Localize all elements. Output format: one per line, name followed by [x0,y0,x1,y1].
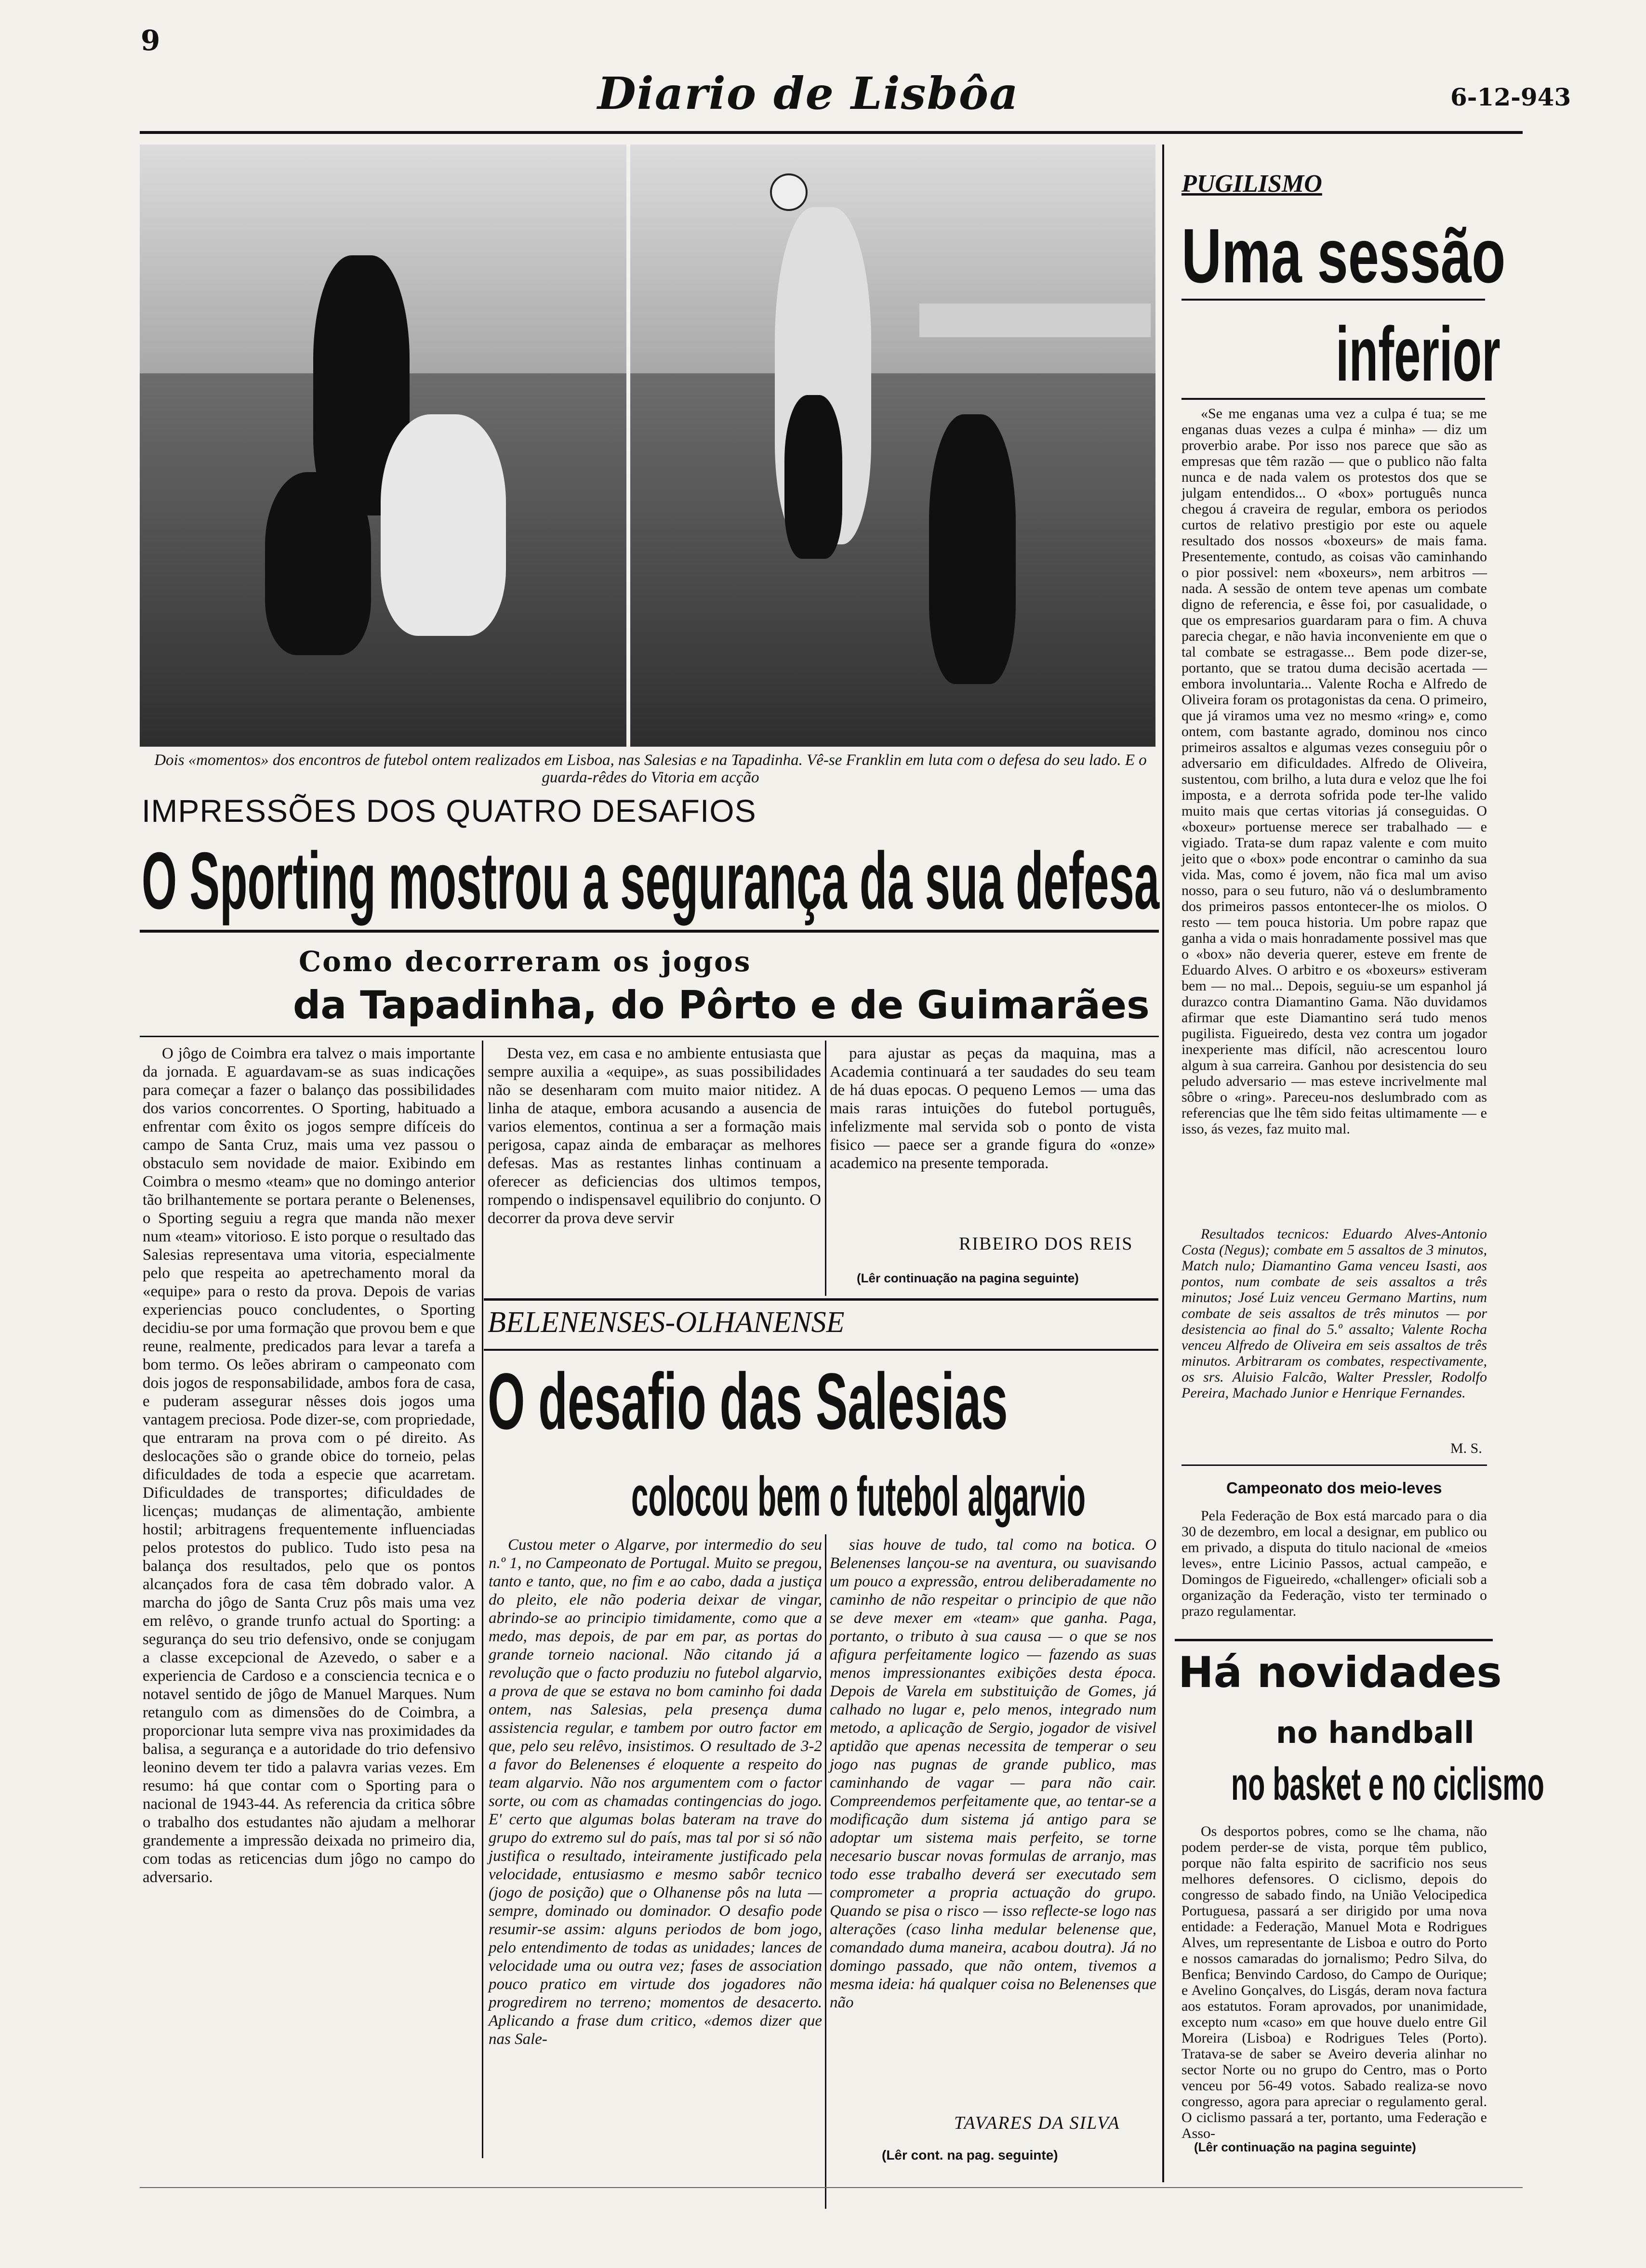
main-article-col2: Desta vez, em casa e no ambiente entusiasta que sempre auxilia a «equipe», as suas possibilidades não se desenharam com muito maior nitidez. A linha de ataque, embora acusando a ausencia de varios elementos, continua a ser a formação mais perigosa, capaz ainda de embaraçar as melhores defesas. Mas as restantes linhas continuam a oferecer as deficiencias dos ultimos tempos, rompendo o indispensavel equilibrio do conjunto. O decorrer da prova deve servir [488,1045,821,1227]
player-silhouette [784,395,842,559]
player-silhouette [929,414,1016,684]
headline-rule [140,930,1159,933]
main-continued: (Lêr continuação na pagina seguinte) [857,1271,1079,1285]
main-subhead-1: Como decorreram os jogos [299,945,752,978]
belenenses-col1: Custou meter o Algarve, por intermedio do seu n.º 1, no Campeonato de Portugal. Muito se pregou, tanto e tanto, que, no fim e ao cabo, dada a justiça do pleito, ele não poderia deixar de vingar, abrindo-se ao principio timidamente, como que a medo, mas depois, de par em par, as portas do grande torneio nacional. Não citando já a revolução que o facto produziu no futebol algarvio, a prova de que se estava no bom caminho foi dada ontem, nas Salesias, pela presença duma assistencia regular, e tambem por outro factor em que, pelo seu relêvo, insistimos. O resultado de 3-2 a favor do Belenenses é eloquente a respeito do team algarvio. Não nos argumentem com o factor sorte, ou com as chamadas contingencias do jogo. E' certo que algumas bolas bateram na trave do grupo do extremo sul do país, mas tal por si só não justifica o resultado, inteiramente justificado pela velocidade, entusiasmo e mesmo sabôr tecnico (jogo de posição) que o Olhanense pôs na luta — sempre, dominado ou dominador. O desafio pode resumir-se assim: alguns periodos de bom jogo, pelo entendimento de todas as unidades; lances de velocidade uma ou outra vez; fases de association pouco pratico em virtude dos jogadores não progredirem no terreno; momentos de desacerto. Aplicando a frase dum critico, «demos dizer que nas Sale- [489,1536,822,2048]
main-byline: RIBEIRO DOS REIS [959,1234,1133,1254]
main-kicker: IMPRESSÕES DOS QUATRO DESAFIOS [142,793,757,829]
novidades-headline: Há novidades [1178,1648,1502,1697]
campeonato-headline: Campeonato dos meio-leves [1226,1479,1442,1497]
main-headline: O Sporting mostrou a segurança da sua defesa [142,835,1160,926]
belenenses-kicker: BELENENSES-OLHANENSE [488,1306,845,1339]
photo-caption: Dois «momentos» dos encontros de futebol ontem realizados em Lisboa, nas Salesias e na Tapadinha. Vê-se Franklin em luta com o defesa do seu lado. E o guarda-rêdes do Vitoria em acção [154,752,1147,786]
belenenses-col2: sias houve de tudo, tal como na botica. O Belenenses lançou-se na aventura, ou suavisando um pouco a expressão, entrou deliberadamente no caminho de não respeitar o principio de que não se deve mexer em «team» que ganha. Paga, portanto, o tributo à sua causa — o que se nos afigura perfeitamente logico — fazendo as suas menos impressionantes exibições desta época. Depois de Varela em substituição de Gomes, já calhado no lugar e, pelo menos, integrado num metodo, a aplicação de Sergio, jogador de visivel aptidão que apenas necessita de temperar o seu jogo nas pugnas de grande publico, mas caminhando de vagar — para não cair. Compreendemos perfeitamente que, ao tentar-se a modificação dum sistema já antigo para se adoptar um sistema mais perfeito, se torne necesario buscar novas formulas de arranjo, mas todo esse trabalho deverá ser executado sem comprometer a propria actuação do grupo. Quando se pisa o risco — isso reflecte-se logo nas alterações (caso linha medular belenense que, comandado duma maneira, acabou doutra). Já no domingo passado, que não ontem, tivemos a mesma ideia: há qualquer coisa no Belenenses que não [830,1536,1156,2011]
photo-tapadinha [630,145,1155,747]
bottom-rule [140,2187,1523,2188]
pugilismo-signoff: M. S. [1450,1440,1482,1456]
pugilismo-body: «Se me enganas uma vez a culpa é tua; se me enganas duas vezes a culpa é minha» — diz um proverbio arabe. Por isso nos parece que são as empresas que têm razão — que o publico não falta nunca e de nada valem os protestos dos que se julgam entendidos... O «box» português nunca chegou á craveira de regular, embora os periodos curtos de relativo prestigio por este ou aquele resultado dos nossos «boxeurs» de mais fama. Presentemente, contudo, as coisas vão caminhando o pior possivel: nem «boxeurs», nem arbitros — nada. A sessão de ontem teve apenas um combate digno de referencia, e êsse foi, por casualidade, o que os empresarios guardaram para o fim. A chuva parecia chegar, e não havia inconveniente em que o tal combate se estragasse... Bem pode dizer-se, portanto, que se tratou duma decisão acertada — embora involuntaria... Valente Rocha e Alfredo de Oliveira foram os protagonistas da cena. O primeiro, que já viramos uma vez no mesmo «ring» e, como ontem, com bastante agrado, dominou nos cinco primeiros assaltos e algumas vezes conseguiu pôr o adversario em dificuldades. Alfredo de Oliveira, sustentou, com brilho, a luta dura e veloz que lhe foi imposta, e a derrota sofrida pode ter-lhe valido muito mais que certas vitorias já conseguidas. O «boxeur» portuense merece ser trabalhado — e vigiado. Trata-se dum rapaz valente e com muito jeito que o «box» pode encontrar o caminho da sua vida. Mas, como é jovem, não fica mal um aviso nosso, para o seu futuro, não vá o deslumbramento dos primeiros passos entontecer-lhe os miolos. O resto — tem pouca historia. Um pobre rapaz que ganha a vida o mais honradamente possivel mas que o «box» não deveria querer, esteve em frente de Eduardo Alves. O arbitro e os «boxeurs» estiveram bem — no mal... Depois, seguiu-se um espanhol já durazco contra Diamantino Gama. Não duvidamos afirmar que este Diamantino será tudo menos pugilista. Figueiredo, desta vez contra um jogador inexperiente mas difícil, não acrescentou louro algum à sua carreira. Ganhou por desistencia do seu peludo adversario — mas esteve incrivelmente mal sôbre o «ring». Pareceu-nos deslumbrado com as referencias que lhe têm sido feitas ultimamente — e isso, ás vezes, faz muito mal. [1181,406,1487,1137]
player-silhouette [381,414,506,636]
belenenses-byline: TAVARES DA SILVA [954,2113,1120,2133]
pugilismo-headline-1: Uma sessão [1181,212,1506,299]
main-article-col3: para ajustar as peças da maquina, mas a Academia continuará a ter saudades do seu team de há duas epocas. O pequeno Lemos — uma das mais raras intuições do futebol português, infelizmente mal servida sob o ponto de vista fisico — paece ser a grande figura do «onze» academico na presente temporada. [830,1045,1155,1172]
player-silhouette [265,472,371,655]
pugilismo-section: PUGILISMO [1181,170,1322,198]
novidades-continued: (Lêr continuação na pagina seguinte) [1194,2140,1416,2154]
novidades-subhead-2: no basket e no ciclismo [1231,1758,1544,1810]
belenenses-subhead: colocou bem o futebol algarvio [631,1465,1086,1528]
pugilismo-results: Resultados tecnicos: Eduardo Alves-Antonio Costa (Negus); combate em 5 assaltos de 3 minutos, Match nulo; Diamantino Gama venceu Isasti, aos pontos, num combate de seis assaltos a três minutos; José Luiz venceu Germano Martins, num combate de seis assaltos de três minutos — por desistencia ao final do 5.º assalto; Valente Rocha venceu Alfredo de Oliveira em seis assaltos de três minutos. Arbitraram os combates, respectivamente, os srs. Aluisio Falcão, Walter Pressler, Rodolfo Pereira, Machado Junior e Henrique Fernandes. [1181,1226,1487,1401]
photo-salesias [140,145,626,747]
issue-date: 6-12-943 [1450,83,1571,111]
page-number: 9 [141,24,160,57]
subhead-rule [140,1036,1159,1037]
campeonato-body: Pela Federação de Box está marcado para o dia 30 de dezembro, em local a designar, em publico ou em privado, a disputa do titulo nacional de «meios leves», entre Licinio Passos, actual campeão, e Domingos de Figueiredo, «challenger» oficiali sob a organização da Federação, visto ter terminado o prazo regulamentar. [1181,1508,1487,1619]
novidades-body: Os desportos pobres, como se lhe chama, não podem perder-se de vista, porque têm publico, porque não falta espirito de sacrificio nos seus melhores defensores. O ciclismo, depois do congresso de sabado findo, na União Velocipedica Portuguesa, passará a ser dirigido por uma nova entidade: a Federação, Manuel Mota e Rodrigues Alves, um representante de Lisboa e outro do Porto e nossos camaradas do jornalismo; Pedro Silva, do Benfica; Benvindo Cardoso, do Campo de Ourique; e Avelino Gonçalves, do Lisgás, deram nova factura aos estatutos. Foram aprovados, por unanimidade, excepto num «caso» em que houve duelo entre Gil Moreira (Lisboa) e Rodrigues Teles (Porto). Tratava-se de saber se Aveiro deveria alinhar no sector Norte ou no grupo do Centro, mas o Porto venceu por 56-49 votos. Sabado realiza-se novo congresso, agora para apreciar o regulamento geral. O ciclismo passará a ter, portanto, uma Federação e Asso- [1181,1823,1487,2141]
main-article-col1: O jôgo de Coimbra era talvez o mais importante da jornada. E aguardavam-se as suas indicações para começar a fazer o balanço das possibilidades dos varios concorrentes. O Sporting, habituado a enfrentar com êxito os jogos sempre difíceis do campo de Santa Cruz, mais uma vez passou o obstaculo sem novidade de maior. Exibindo em Coimbra o mesmo «team» que no domingo anterior tão brilhantemente se portara perante o Belenenses, o Sporting seguiu a regra que manda não mexer num «team» vitorioso. E isto porque o resultado das Salesias representava uma vitoria, especialmente pelo que respeita ao apetrechamento moral da «equipe» para o resto da prova. Depois de varias experiencias pouco concludentes, o Sporting decidiu-se por uma formação que provou bem e que reune, realmente, predicados para levar a tarefa a bom termo. Os leões abriram o campeonato com dois jogos de responsabilidade, ambos fora de casa, e puderam assegurar nêsses dois jogos uma vantagem preciosa. Pode dizer-se, com propriedade, que entraram na prova com o pé direito. As deslocações são o grande obice do torneio, pelas dificuldades de toda a especie que acarretam. Dificuldades de transportes; dificuldades de licenças; mudanças de alimentação, ambiente hostil; arbitragens frequentemente influenciadas pelos protestos do publico. Tudo isto pesa na balança dos resultados, pelo que os pontos alcançados fora de casa têm dobrado valor. A marcha do jôgo de Santa Cruz pôs mais uma vez em relêvo, o grande trunfo actual do Sporting: a segurança do seu trio defensivo, onde se conjugam a classe excepcional de Azevedo, o saber e a experiencia de Cardoso e a consciencia tecnica e o notavel sentido de jôgo de Manuel Marques. Num retangulo com as dimensões do de Coimbra, a proporcionar luta sempre viva nas proximidades da balisa, a segurança e a autoridade do trio defensivo leonino devem ter tido a palavra varias vezes. Em resumo: há que contar com o Sporting para o nacional de 1943-44. As referencia da critica sôbre o trabalho dos estudantes não ajudam a melhorar grandemente a impressão deixada no primeiro dia, com todas as reticencias dum jôgo no campo do adversario. [143,1045,475,1886]
pugilismo-headline-2: inferior [1336,311,1500,397]
main-subhead-2: da Tapadinha, do Pôrto e de Guimarães [293,983,1150,1028]
belenenses-continued: (Lêr cont. na pag. seguinte) [882,2148,1058,2163]
belenenses-headline: O desafio das Salesias [488,1357,1008,1446]
football [770,173,808,211]
newspaper-masthead: Diario de Lisbôa [597,67,1019,119]
masthead-rule [140,131,1523,134]
novidades-subhead-1: no handball [1276,1715,1474,1750]
